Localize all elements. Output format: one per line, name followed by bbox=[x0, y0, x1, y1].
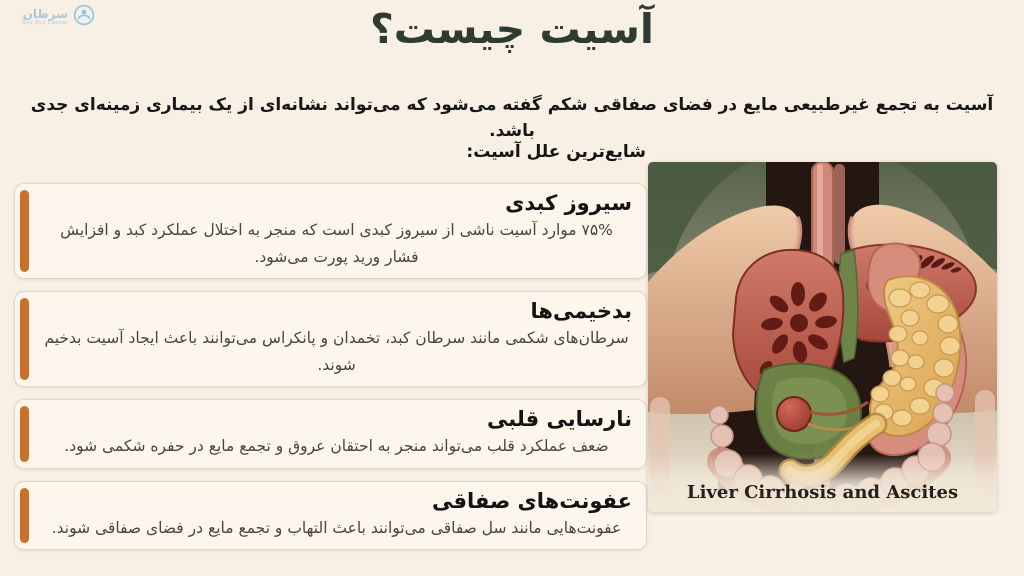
logo-cancer-text: سرطان bbox=[22, 6, 68, 21]
cause-card-title: بدخیمی‌ها bbox=[530, 299, 632, 324]
cause-card-title: سیروز کبدی bbox=[505, 191, 632, 215]
cause-card-description: ضعف عملکرد قلب می‌تواند منجر به احتقان عروق و تجمع مایع در حفره شکمی شود. bbox=[64, 437, 609, 456]
intro-text: آسیت به تجمع غیرطبیعی مایع در فضای صفاقی شکم گفته می‌شود که می‌تواند نشانه‌ای از یک بیماری زمینه‌ای جدی باشد. bbox=[30, 95, 994, 142]
page-title: آسیت چیست؟ bbox=[370, 5, 654, 53]
cause-card-peritoneal-infections bbox=[14, 481, 647, 551]
cause-card-description: ۷۵% موارد آسیت ناشی از سیروز کبدی است که منجر به اختلال عملکرد کبد و افزایش فشار ورید پورت می‌شود. bbox=[60, 221, 613, 266]
cause-card-title: عفونت‌های صفاقی bbox=[431, 488, 632, 513]
logo-tagline: Bye Bye Cancer bbox=[22, 19, 69, 26]
accent-bar bbox=[20, 298, 29, 380]
figure-caption: Liver Cirrhosis and Ascites bbox=[686, 482, 959, 503]
anatomy-illustration bbox=[648, 162, 997, 512]
cause-card-description: عفونت‌هایی مانند سل صفاقی می‌توانند باعث التهاب و تجمع مایع در فضای صفاقی شوند. bbox=[51, 519, 622, 538]
causes-section-label: شایع‌ترین علل آسیت: bbox=[466, 142, 646, 162]
cause-card-description: سرطان‌های شکمی مانند سرطان کبد، تخمدان و پانکراس می‌توانند باعث ایجاد آسیت بدخیم شوند. bbox=[44, 329, 629, 374]
cause-card-cirrhosis bbox=[14, 183, 647, 279]
cause-card-heart-failure bbox=[14, 399, 647, 469]
causes-list bbox=[14, 183, 647, 550]
anatomy-figure bbox=[648, 162, 997, 512]
cause-card-title: نارسایی قلبی bbox=[487, 407, 632, 432]
accent-bar bbox=[20, 190, 29, 272]
cause-card-malignancies bbox=[14, 291, 647, 387]
accent-bar bbox=[20, 488, 29, 544]
accent-bar bbox=[20, 406, 29, 462]
